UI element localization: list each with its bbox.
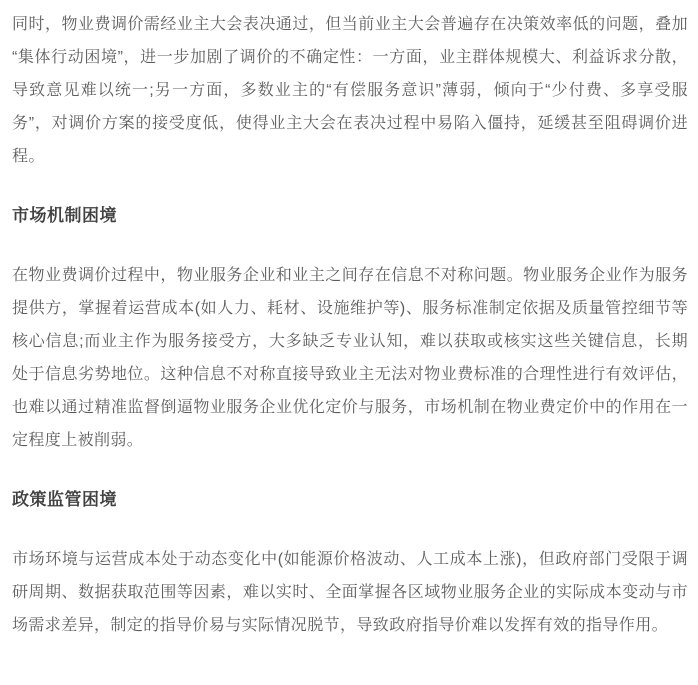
intro-paragraph: 同时，物业费调价需经业主大会表决通过，但当前业主大会普遍存在决策效率低的问题，叠加“集体行动困境”，进一步加剧了调价的不确定性：一方面，业主群体规模大、利益诉求分散，导致意见难以统一;另一方面，多数业主的“有偿服务意识”薄弱，倾向于“少付费、多享受服务”，对调价方案的接受度低，使得业主大会在表决过程中易陷入僵持，延缓甚至阻碍调价进程。 (12, 16, 688, 165)
section-paragraph-market-mechanism: 在物业费调价过程中，物业服务企业和业主之间存在信息不对称问题。物业服务企业作为服务提供方，掌握着运营成本(如人力、耗材、设施维护等)、服务标准制定依据及质量管控细节等核心信息;而业主作为服务接受方，大多缺乏专业认知，难以获取或核实这些关键信息，长期处于信息劣势地位。这种信息不对称直接导致业主无法对物业费标准的合理性进行有效评估，也难以通过精准监督倒逼物业服务企业优化定价与服务，市场机制在物业费定价中的作用在一定程度上被削弱。 (12, 267, 688, 449)
section-heading-policy-regulation: 政策监管困境 (12, 490, 117, 509)
section-paragraph-policy-regulation: 市场环境与运营成本处于动态变化中(如能源价格波动、人工成本上涨)，但政府部门受限于调研周期、数据获取范围等因素，难以实时、全面掌握各区域物业服务企业的实际成本变动与市场需求差异，制定的指导价易与实际情况脱节，导致政府指导价难以发挥有效的指导作用。 (12, 551, 688, 634)
section-heading-market-mechanism: 市场机制困境 (12, 206, 117, 225)
